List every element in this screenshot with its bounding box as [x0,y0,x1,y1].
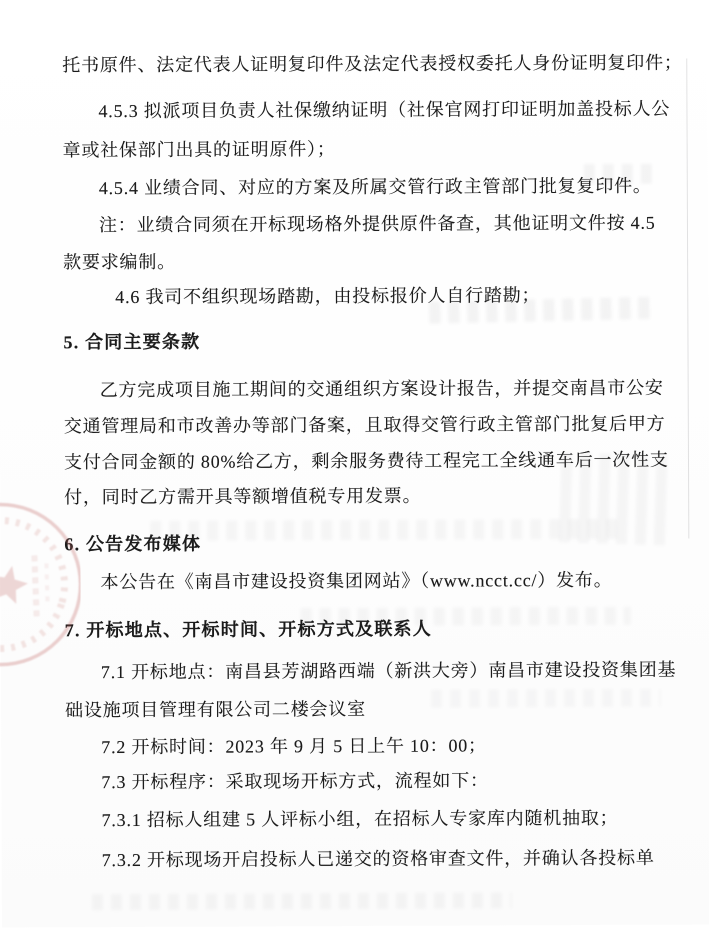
section-5-heading: 5. 合同主要条款 [63,331,201,353]
doc-line-clause-7-1: 7.1 开标地点：南昌县芳湖路西端（新洪大旁）南昌市建设投资集团基 [100,659,677,683]
doc-line-clause-7-3-2: 7.3.2 开标现场开启投标人已递交的资格审查文件，并确认各投标单 [101,847,655,871]
doc-line-continuation: 托书原件、法定代表人证明复印件及法定代表授权委托人身份证明复印件； [62,52,683,76]
doc-line-clause-7-2: 7.2 开标时间：2023 年 9 月 5 日上午 10：00； [101,735,487,758]
section-6-heading: 6. 公告发布媒体 [64,533,202,555]
doc-line-note-b: 款要求编制。 [63,251,176,273]
doc-line-clause-7-3-1: 7.3.1 招标人组建 5 人评标小组，在招标人专家库内随机抽取； [101,807,619,831]
doc-line-announcement-media: 本公告在《南昌市建设投资集团网站》（www.ncct.cc/）发布。 [100,569,613,593]
doc-line-clause-4-5-4: 4.5.4 业绩合同、对应的方案及所属交管行政主管部门批复复印件。 [98,175,652,199]
scan-artifact [686,59,689,539]
doc-line-clause-4-6: 4.6 我司不组织现场踏勘，由投标报价人自行踏勘； [115,285,541,308]
doc-line-contract-terms-2: 交通管理局和市改善办等部门备案，且取得交管行政主管部门批复后甲方 [63,413,666,437]
doc-line-contract-terms-3: 支付合同金额的 80%给乙方，剩余服务费待工程完工全线通车后一次性支 [63,449,669,473]
doc-line-clause-7-3: 7.3 开标程序：采取现场开标方式，流程如下： [101,770,489,793]
official-seal-stamp-icon [0,495,81,682]
bleed-through-smudge [431,689,661,708]
doc-line-clause-4-5-3-b: 章或社保部门出具的证明原件）； [62,139,336,161]
section-7-heading: 7. 开标地点、开标时间、开标方式及联系人 [64,618,432,641]
doc-line-clause-7-1-b: 础设施项目管理有限公司二楼会议室 [65,698,366,721]
doc-line-contract-terms-1: 乙方完成项目施工期间的交通组织方案设计报告，并提交南昌市公安 [99,377,664,401]
bleed-through-smudge [92,892,512,910]
doc-line-note: 注：业绩合同须在开标现场格外提供原件备查，其他证明文件按 4.5 [98,212,656,236]
doc-line-contract-terms-4: 付，同时乙方需开具等额增值税专用发票。 [64,485,422,508]
bleed-through-smudge [150,519,620,541]
doc-line-clause-4-5-3: 4.5.3 拟派项目负责人社保缴纳证明（社保官网打印证明加盖投标人公 [98,98,671,122]
